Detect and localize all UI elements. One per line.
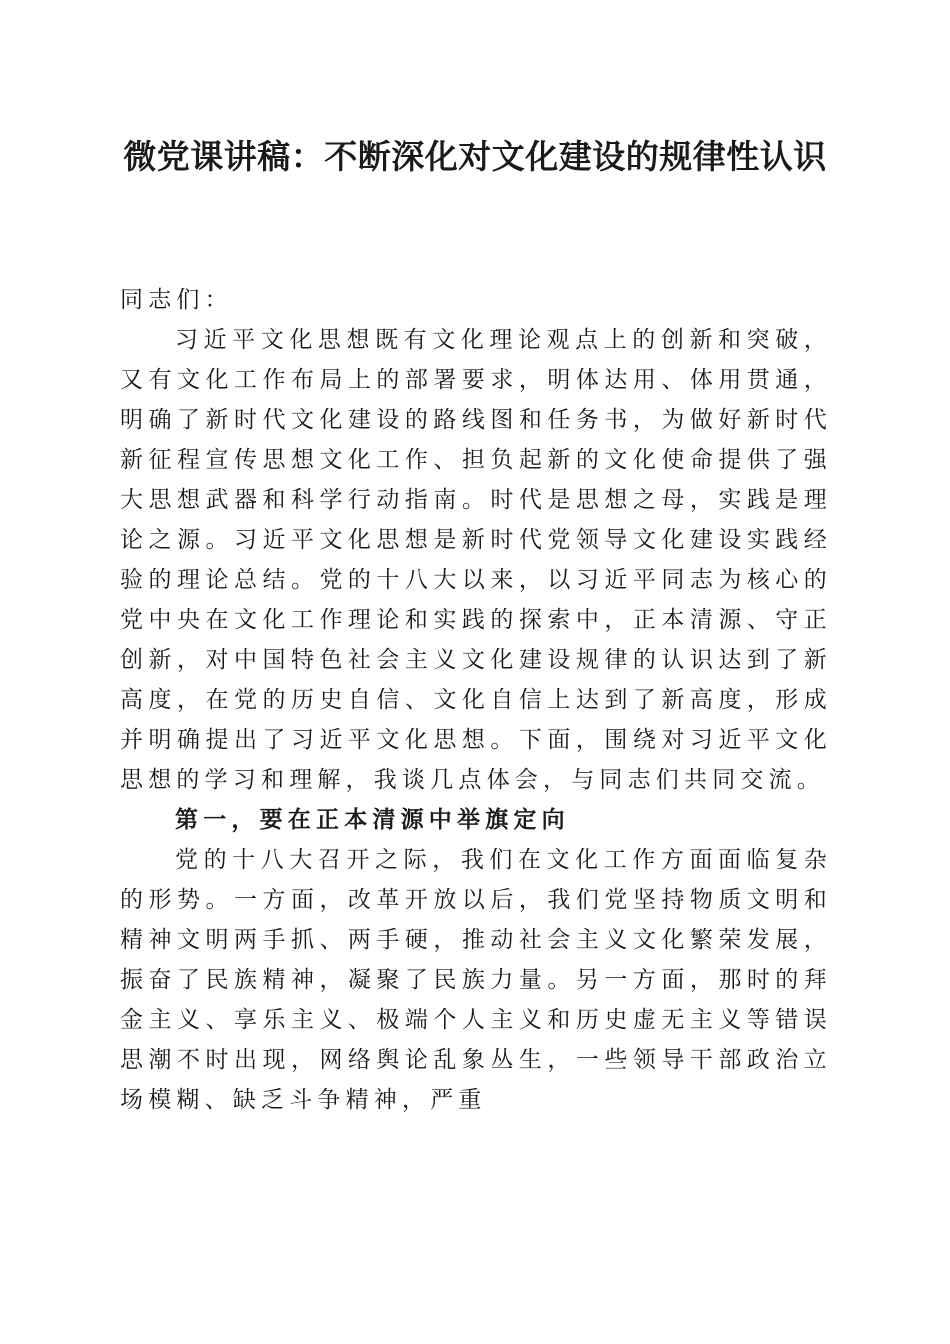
section-paragraph: 党的十八大召开之际，我们在文化工作方面面临复杂的形势。一方面，改革开放以后，我们党坚持物质文明和精神文明两手抓、两手硬，推动社会主义文化繁荣发展，振奋了民族精神，凝聚了民族力量。另一方面，那时的拜金主义、享乐主义、极端个人主义和历史虚无主义等错误思潮不时出现，网络舆论乱象丛生，一些领导干部政治立场模糊、缺乏斗争精神，严重 [120, 847, 832, 1113]
document-body [120, 280, 832, 1120]
salutation: 同志们： [120, 287, 233, 313]
intro-paragraph: 习近平文化思想既有文化理论观点上的创新和突破，又有文化工作布局上的部署要求，明体达用、体用贯通，明确了新时代文化建设的路线图和任务书，为做好新时代新征程宣传思想文化工作、担负起新的文化使命提供了强大思想武器和科学行动指南。时代是思想之母，实践是理论之源。习近平文化思想是新时代党领导文化建设实践经验的理论总结。党的十八大以来，以习近平同志为核心的党中央在文化工作理论和实践的探索中，正本清源、守正创新，对中国特色社会主义文化建设规律的认识达到了新高度，在党的历史自信、文化自信上达到了新高度，形成并明确提出了习近平文化思想。下面，围绕对习近平文化思想的学习和理解，我谈几点体会，与同志们共同交流。 [120, 327, 832, 793]
section-heading: 第一，要在正本清源中举旗定向 [175, 806, 570, 833]
document-title: 微党课讲稿：不断深化对文化建设的规律性认识 [123, 137, 827, 176]
